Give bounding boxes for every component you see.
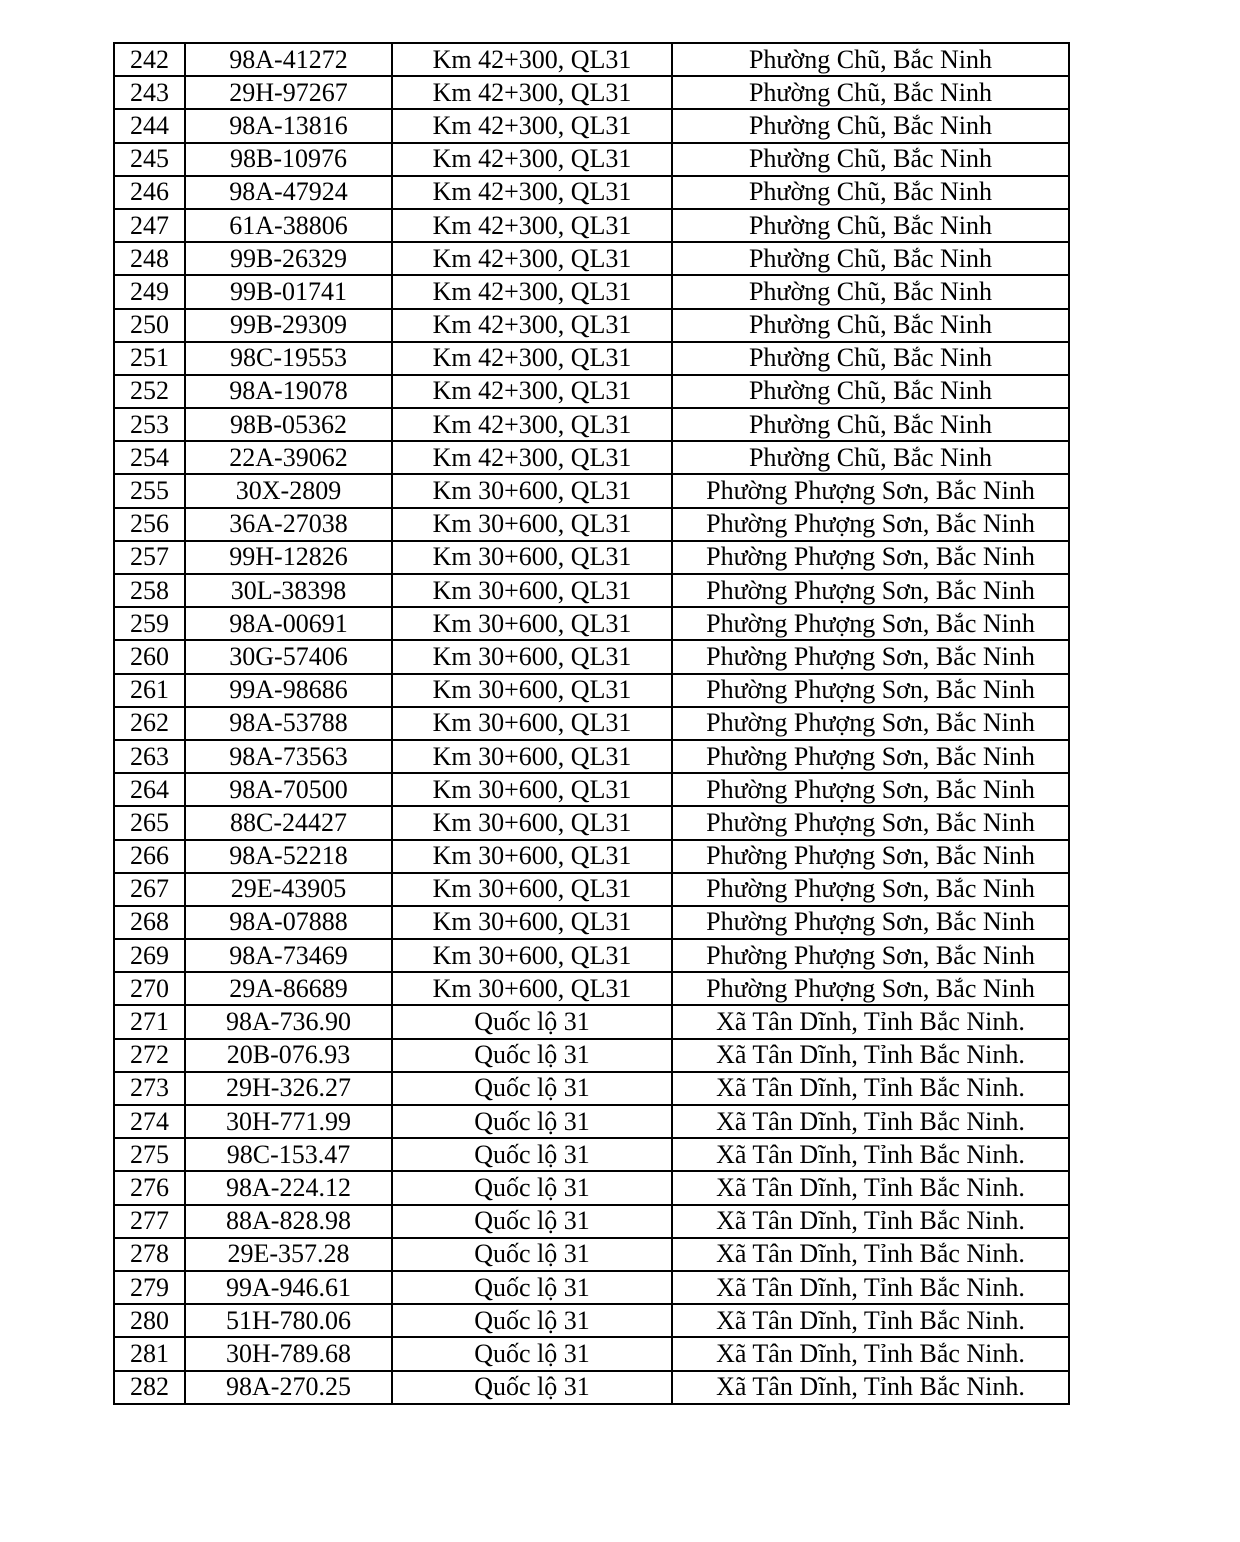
row-number-cell: 265 <box>114 806 185 839</box>
location-cell: Quốc lộ 31 <box>392 1337 672 1370</box>
row-number-cell: 248 <box>114 242 185 275</box>
license-plate-cell: 29E-43905 <box>185 873 392 906</box>
row-number-cell: 266 <box>114 840 185 873</box>
row-number-cell: 252 <box>114 375 185 408</box>
address-cell: Xã Tân Dĩnh, Tỉnh Bắc Ninh. <box>672 1105 1069 1138</box>
table-row <box>114 209 1069 242</box>
location-cell: Km 30+600, QL31 <box>392 574 672 607</box>
license-plate-cell: 30X-2809 <box>185 474 392 507</box>
location-cell: Km 42+300, QL31 <box>392 176 672 209</box>
address-cell: Phường Chũ, Bắc Ninh <box>672 143 1069 176</box>
license-plate-cell: 29H-326.27 <box>185 1072 392 1105</box>
license-plate-cell: 29E-357.28 <box>185 1238 392 1271</box>
table-row <box>114 840 1069 873</box>
row-number-cell: 279 <box>114 1271 185 1304</box>
table-row <box>114 1371 1069 1404</box>
location-cell: Km 42+300, QL31 <box>392 209 672 242</box>
address-cell: Phường Phượng Sơn, Bắc Ninh <box>672 972 1069 1005</box>
license-plate-cell: 29H-97267 <box>185 76 392 109</box>
table-row <box>114 873 1069 906</box>
license-plate-cell: 61A-38806 <box>185 209 392 242</box>
location-cell: Km 30+600, QL31 <box>392 707 672 740</box>
table-row <box>114 939 1069 972</box>
address-cell: Phường Chũ, Bắc Ninh <box>672 76 1069 109</box>
address-cell: Phường Phượng Sơn, Bắc Ninh <box>672 840 1069 873</box>
location-cell: Km 30+600, QL31 <box>392 972 672 1005</box>
table-row <box>114 707 1069 740</box>
row-number-cell: 276 <box>114 1171 185 1204</box>
license-plate-cell: 99H-12826 <box>185 541 392 574</box>
row-number-cell: 260 <box>114 640 185 673</box>
location-cell: Km 30+600, QL31 <box>392 939 672 972</box>
address-cell: Xã Tân Dĩnh, Tỉnh Bắc Ninh. <box>672 1005 1069 1038</box>
location-cell: Km 30+600, QL31 <box>392 508 672 541</box>
location-cell: Quốc lộ 31 <box>392 1304 672 1337</box>
address-cell: Phường Chũ, Bắc Ninh <box>672 441 1069 474</box>
row-number-cell: 262 <box>114 707 185 740</box>
row-number-cell: 281 <box>114 1337 185 1370</box>
table-row <box>114 242 1069 275</box>
license-plate-cell: 99B-01741 <box>185 275 392 308</box>
row-number-cell: 282 <box>114 1371 185 1404</box>
location-cell: Km 42+300, QL31 <box>392 441 672 474</box>
license-plate-cell: 98A-00691 <box>185 607 392 640</box>
table-row <box>114 508 1069 541</box>
location-cell: Km 30+600, QL31 <box>392 740 672 773</box>
table-row <box>114 1039 1069 1072</box>
table-row <box>114 1171 1069 1204</box>
row-number-cell: 254 <box>114 441 185 474</box>
location-cell: Km 30+600, QL31 <box>392 674 672 707</box>
license-plate-cell: 98A-41272 <box>185 43 392 76</box>
row-number-cell: 249 <box>114 275 185 308</box>
address-cell: Phường Phượng Sơn, Bắc Ninh <box>672 474 1069 507</box>
license-plate-cell: 98A-47924 <box>185 176 392 209</box>
table-row <box>114 375 1069 408</box>
license-plate-cell: 36A-27038 <box>185 508 392 541</box>
location-cell: Quốc lộ 31 <box>392 1105 672 1138</box>
license-plate-cell: 98C-19553 <box>185 342 392 375</box>
address-cell: Phường Phượng Sơn, Bắc Ninh <box>672 873 1069 906</box>
table-row <box>114 309 1069 342</box>
location-cell: Km 42+300, QL31 <box>392 43 672 76</box>
table-row <box>114 76 1069 109</box>
address-cell: Phường Phượng Sơn, Bắc Ninh <box>672 607 1069 640</box>
table-row <box>114 1304 1069 1337</box>
location-cell: Km 42+300, QL31 <box>392 109 672 142</box>
row-number-cell: 257 <box>114 541 185 574</box>
location-cell: Km 42+300, QL31 <box>392 408 672 441</box>
row-number-cell: 246 <box>114 176 185 209</box>
row-number-cell: 269 <box>114 939 185 972</box>
table-row <box>114 43 1069 76</box>
table-row <box>114 275 1069 308</box>
license-plate-cell: 30H-771.99 <box>185 1105 392 1138</box>
license-plate-cell: 99A-946.61 <box>185 1271 392 1304</box>
license-plate-cell: 98B-10976 <box>185 143 392 176</box>
violation-table <box>113 42 1070 1405</box>
address-cell: Phường Chũ, Bắc Ninh <box>672 275 1069 308</box>
row-number-cell: 255 <box>114 474 185 507</box>
license-plate-cell: 98A-53788 <box>185 707 392 740</box>
license-plate-cell: 98A-52218 <box>185 840 392 873</box>
row-number-cell: 247 <box>114 209 185 242</box>
address-cell: Phường Phượng Sơn, Bắc Ninh <box>672 508 1069 541</box>
address-cell: Phường Phượng Sơn, Bắc Ninh <box>672 541 1069 574</box>
location-cell: Quốc lộ 31 <box>392 1072 672 1105</box>
address-cell: Xã Tân Dĩnh, Tỉnh Bắc Ninh. <box>672 1138 1069 1171</box>
address-cell: Phường Phượng Sơn, Bắc Ninh <box>672 906 1069 939</box>
row-number-cell: 244 <box>114 109 185 142</box>
row-number-cell: 271 <box>114 1005 185 1038</box>
table-row <box>114 1238 1069 1271</box>
table-row <box>114 1072 1069 1105</box>
address-cell: Xã Tân Dĩnh, Tỉnh Bắc Ninh. <box>672 1371 1069 1404</box>
location-cell: Km 42+300, QL31 <box>392 275 672 308</box>
license-plate-cell: 88C-24427 <box>185 806 392 839</box>
row-number-cell: 250 <box>114 309 185 342</box>
location-cell: Quốc lộ 31 <box>392 1238 672 1271</box>
location-cell: Km 42+300, QL31 <box>392 375 672 408</box>
row-number-cell: 268 <box>114 906 185 939</box>
address-cell: Phường Chũ, Bắc Ninh <box>672 342 1069 375</box>
table-row <box>114 740 1069 773</box>
address-cell: Phường Chũ, Bắc Ninh <box>672 43 1069 76</box>
address-cell: Xã Tân Dĩnh, Tỉnh Bắc Ninh. <box>672 1039 1069 1072</box>
location-cell: Km 30+600, QL31 <box>392 806 672 839</box>
address-cell: Phường Chũ, Bắc Ninh <box>672 209 1069 242</box>
license-plate-cell: 98A-270.25 <box>185 1371 392 1404</box>
license-plate-cell: 99A-98686 <box>185 674 392 707</box>
address-cell: Xã Tân Dĩnh, Tỉnh Bắc Ninh. <box>672 1238 1069 1271</box>
license-plate-cell: 98B-05362 <box>185 408 392 441</box>
location-cell: Quốc lộ 31 <box>392 1138 672 1171</box>
table-row <box>114 1337 1069 1370</box>
address-cell: Xã Tân Dĩnh, Tỉnh Bắc Ninh. <box>672 1304 1069 1337</box>
location-cell: Km 30+600, QL31 <box>392 873 672 906</box>
address-cell: Phường Phượng Sơn, Bắc Ninh <box>672 773 1069 806</box>
location-cell: Km 42+300, QL31 <box>392 309 672 342</box>
location-cell: Quốc lộ 31 <box>392 1205 672 1238</box>
location-cell: Km 42+300, QL31 <box>392 242 672 275</box>
table-row <box>114 1271 1069 1304</box>
license-plate-cell: 98A-73469 <box>185 939 392 972</box>
row-number-cell: 267 <box>114 873 185 906</box>
license-plate-cell: 98A-224.12 <box>185 1171 392 1204</box>
row-number-cell: 278 <box>114 1238 185 1271</box>
address-cell: Phường Chũ, Bắc Ninh <box>672 176 1069 209</box>
location-cell: Km 30+600, QL31 <box>392 773 672 806</box>
table-row <box>114 674 1069 707</box>
location-cell: Km 42+300, QL31 <box>392 143 672 176</box>
row-number-cell: 274 <box>114 1105 185 1138</box>
license-plate-cell: 22A-39062 <box>185 441 392 474</box>
license-plate-cell: 30L-38398 <box>185 574 392 607</box>
license-plate-cell: 98A-70500 <box>185 773 392 806</box>
table-row <box>114 1005 1069 1038</box>
row-number-cell: 270 <box>114 972 185 1005</box>
row-number-cell: 275 <box>114 1138 185 1171</box>
row-number-cell: 273 <box>114 1072 185 1105</box>
address-cell: Xã Tân Dĩnh, Tỉnh Bắc Ninh. <box>672 1205 1069 1238</box>
location-cell: Quốc lộ 31 <box>392 1039 672 1072</box>
row-number-cell: 259 <box>114 607 185 640</box>
license-plate-cell: 98A-07888 <box>185 906 392 939</box>
row-number-cell: 261 <box>114 674 185 707</box>
license-plate-cell: 30H-789.68 <box>185 1337 392 1370</box>
row-number-cell: 264 <box>114 773 185 806</box>
row-number-cell: 263 <box>114 740 185 773</box>
address-cell: Phường Phượng Sơn, Bắc Ninh <box>672 574 1069 607</box>
address-cell: Phường Phượng Sơn, Bắc Ninh <box>672 640 1069 673</box>
location-cell: Km 30+600, QL31 <box>392 607 672 640</box>
row-number-cell: 272 <box>114 1039 185 1072</box>
location-cell: Km 30+600, QL31 <box>392 541 672 574</box>
location-cell: Km 30+600, QL31 <box>392 474 672 507</box>
address-cell: Phường Chũ, Bắc Ninh <box>672 309 1069 342</box>
license-plate-cell: 98A-13816 <box>185 109 392 142</box>
address-cell: Xã Tân Dĩnh, Tỉnh Bắc Ninh. <box>672 1271 1069 1304</box>
address-cell: Phường Phượng Sơn, Bắc Ninh <box>672 806 1069 839</box>
address-cell: Phường Chũ, Bắc Ninh <box>672 242 1069 275</box>
table-row <box>114 441 1069 474</box>
address-cell: Xã Tân Dĩnh, Tỉnh Bắc Ninh. <box>672 1171 1069 1204</box>
address-cell: Phường Phượng Sơn, Bắc Ninh <box>672 674 1069 707</box>
license-plate-cell: 99B-26329 <box>185 242 392 275</box>
address-cell: Phường Phượng Sơn, Bắc Ninh <box>672 740 1069 773</box>
license-plate-cell: 98A-19078 <box>185 375 392 408</box>
table-row <box>114 342 1069 375</box>
license-plate-cell: 99B-29309 <box>185 309 392 342</box>
location-cell: Quốc lộ 31 <box>392 1005 672 1038</box>
location-cell: Quốc lộ 31 <box>392 1371 672 1404</box>
table-row <box>114 607 1069 640</box>
table-row <box>114 806 1069 839</box>
address-cell: Phường Chũ, Bắc Ninh <box>672 109 1069 142</box>
address-cell: Xã Tân Dĩnh, Tỉnh Bắc Ninh. <box>672 1072 1069 1105</box>
table-row <box>114 408 1069 441</box>
row-number-cell: 245 <box>114 143 185 176</box>
table-row <box>114 109 1069 142</box>
location-cell: Km 42+300, QL31 <box>392 342 672 375</box>
table-row <box>114 1105 1069 1138</box>
license-plate-cell: 98C-153.47 <box>185 1138 392 1171</box>
location-cell: Quốc lộ 31 <box>392 1171 672 1204</box>
row-number-cell: 277 <box>114 1205 185 1238</box>
license-plate-cell: 88A-828.98 <box>185 1205 392 1238</box>
address-cell: Phường Phượng Sơn, Bắc Ninh <box>672 939 1069 972</box>
license-plate-cell: 51H-780.06 <box>185 1304 392 1337</box>
table-row <box>114 906 1069 939</box>
table-row <box>114 541 1069 574</box>
table-row <box>114 474 1069 507</box>
table-row <box>114 972 1069 1005</box>
table-row <box>114 176 1069 209</box>
row-number-cell: 253 <box>114 408 185 441</box>
address-cell: Xã Tân Dĩnh, Tỉnh Bắc Ninh. <box>672 1337 1069 1370</box>
address-cell: Phường Chũ, Bắc Ninh <box>672 375 1069 408</box>
location-cell: Km 30+600, QL31 <box>392 840 672 873</box>
license-plate-cell: 98A-736.90 <box>185 1005 392 1038</box>
row-number-cell: 280 <box>114 1304 185 1337</box>
table-row <box>114 773 1069 806</box>
location-cell: Quốc lộ 31 <box>392 1271 672 1304</box>
table-body <box>114 43 1069 1404</box>
address-cell: Phường Phượng Sơn, Bắc Ninh <box>672 707 1069 740</box>
license-plate-cell: 20B-076.93 <box>185 1039 392 1072</box>
table-row <box>114 574 1069 607</box>
location-cell: Km 42+300, QL31 <box>392 76 672 109</box>
table-row <box>114 640 1069 673</box>
license-plate-cell: 98A-73563 <box>185 740 392 773</box>
table-row <box>114 1138 1069 1171</box>
row-number-cell: 258 <box>114 574 185 607</box>
row-number-cell: 251 <box>114 342 185 375</box>
license-plate-cell: 29A-86689 <box>185 972 392 1005</box>
row-number-cell: 256 <box>114 508 185 541</box>
location-cell: Km 30+600, QL31 <box>392 906 672 939</box>
table-row <box>114 143 1069 176</box>
license-plate-cell: 30G-57406 <box>185 640 392 673</box>
location-cell: Km 30+600, QL31 <box>392 640 672 673</box>
table-row <box>114 1205 1069 1238</box>
row-number-cell: 242 <box>114 43 185 76</box>
address-cell: Phường Chũ, Bắc Ninh <box>672 408 1069 441</box>
row-number-cell: 243 <box>114 76 185 109</box>
